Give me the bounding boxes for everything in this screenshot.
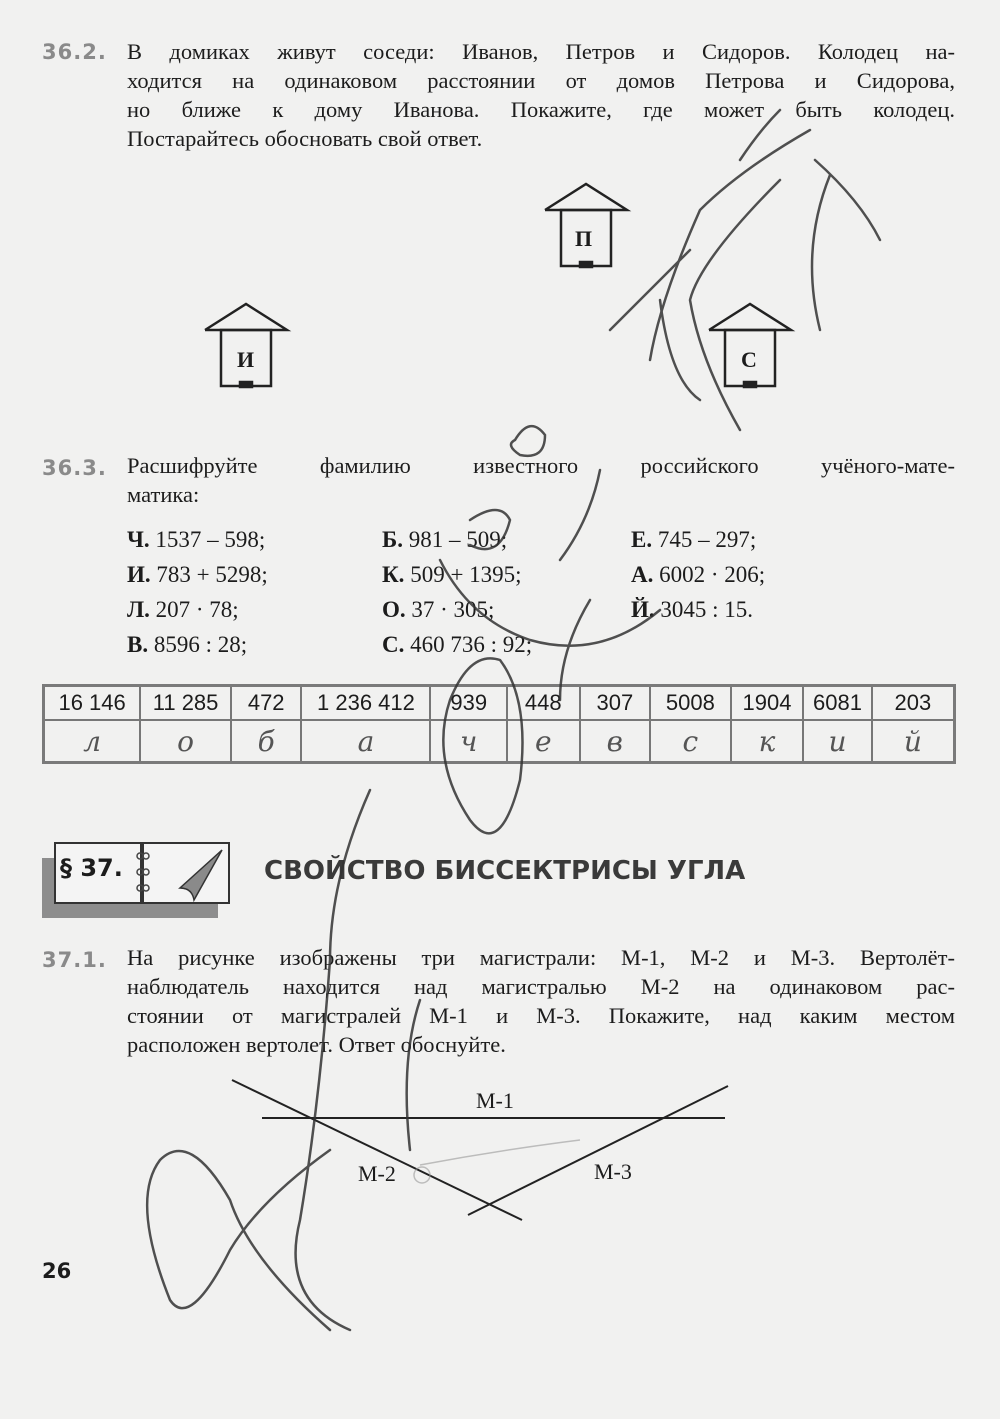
table-cell: 6081 xyxy=(803,686,872,721)
cipher-item: Л. 207 · 78; xyxy=(127,597,239,622)
cipher-item: Й. 3045 : 15. xyxy=(631,597,754,622)
house-label-sidorov: С xyxy=(741,347,757,372)
cipher-item: Е. 745 – 297; xyxy=(631,527,757,552)
house-label-ivanov: И xyxy=(237,347,255,372)
table-cell: 1904 xyxy=(731,686,804,721)
cipher-item: К. 509 + 1395; xyxy=(382,562,522,587)
answer-cell: е xyxy=(507,720,580,763)
answer-cell: в xyxy=(580,720,651,763)
cipher-item: Б. 981 – 509; xyxy=(382,527,508,552)
table-cell: 939 xyxy=(430,686,507,721)
problem-text-line: ходится на одинаковом расстоянии от домов Петрова и Сидорова, xyxy=(127,68,955,93)
table-cell: 448 xyxy=(507,686,580,721)
road-label-m2: М-2 xyxy=(358,1161,396,1186)
cipher-table xyxy=(42,684,956,764)
answer-cell: б xyxy=(231,720,302,763)
page-number: 26 xyxy=(42,1259,72,1283)
house-ivanov xyxy=(205,304,287,387)
section-title: СВОЙСТВО БИССЕКТРИСЫ УГЛА xyxy=(264,856,746,886)
cipher-item: И. 783 + 5298; xyxy=(127,562,268,587)
answer-cell: й xyxy=(872,720,955,763)
problem-text-line: Постарайтесь обосновать свой ответ. xyxy=(127,126,483,151)
answer-cell: л xyxy=(44,720,141,763)
table-cell: 16 146 xyxy=(44,686,141,721)
cipher-item: В. 8596 : 28; xyxy=(127,632,248,657)
problem-text-line: расположен вертолет. Ответ обоснуйте. xyxy=(127,1032,506,1057)
road-label-m1: М-1 xyxy=(476,1088,514,1113)
answer-cell: и xyxy=(803,720,872,763)
answer-cell: а xyxy=(301,720,430,763)
table-row-numbers xyxy=(44,686,955,721)
table-row-answers xyxy=(44,720,955,763)
cipher-item: Ч. 1537 – 598; xyxy=(127,527,266,552)
table-cell: 1 236 412 xyxy=(301,686,430,721)
problem-number: 37.1. xyxy=(42,948,107,972)
cipher-item: С. 460 736 : 92; xyxy=(382,632,533,657)
road-label-m3: М-3 xyxy=(594,1159,632,1184)
section-number: § 37. xyxy=(60,854,123,882)
problem-text-line: В домиках живут соседи: Иванов, Петров и Сидоров. Колодец на- xyxy=(127,39,955,64)
cipher-item: А. 6002 · 206; xyxy=(631,562,766,587)
problem-text-line: наблюдатель находится над магистралью М-2 на одинаковом рас- xyxy=(127,974,955,999)
section-badge xyxy=(42,842,228,918)
answer-cell: к xyxy=(731,720,804,763)
table-cell: 5008 xyxy=(650,686,731,721)
house-sidorov xyxy=(709,304,791,387)
problem-text-line: На рисунке изображены три магистрали: М-1, М-2 и М-3. Вертолёт- xyxy=(127,945,955,970)
problem-text-line: Расшифруйте фамилию известного российского учёного-мате- xyxy=(127,453,955,478)
table-cell: 11 285 xyxy=(140,686,231,721)
problem-text-line: стоянии от магистралей М-1 и М-3. Покажите, над каким местом xyxy=(127,1003,955,1028)
problem-number: 36.3. xyxy=(42,456,107,480)
table-cell: 472 xyxy=(231,686,302,721)
problem-text-line: матика: xyxy=(127,482,200,507)
houses-figure xyxy=(0,0,1000,420)
notebook-page-icon xyxy=(130,848,226,904)
table-cell: 203 xyxy=(872,686,955,721)
answer-cell: ч xyxy=(430,720,507,763)
answer-cell: о xyxy=(140,720,231,763)
house-label-petrov: П xyxy=(575,226,593,251)
table-cell: 307 xyxy=(580,686,651,721)
cipher-item: О. 37 · 305; xyxy=(382,597,495,622)
problem-number: 36.2. xyxy=(42,40,107,64)
problem-text-line: но ближе к дому Иванова. Покажите, где может быть колодец. xyxy=(127,97,955,122)
answer-cell: с xyxy=(650,720,731,763)
